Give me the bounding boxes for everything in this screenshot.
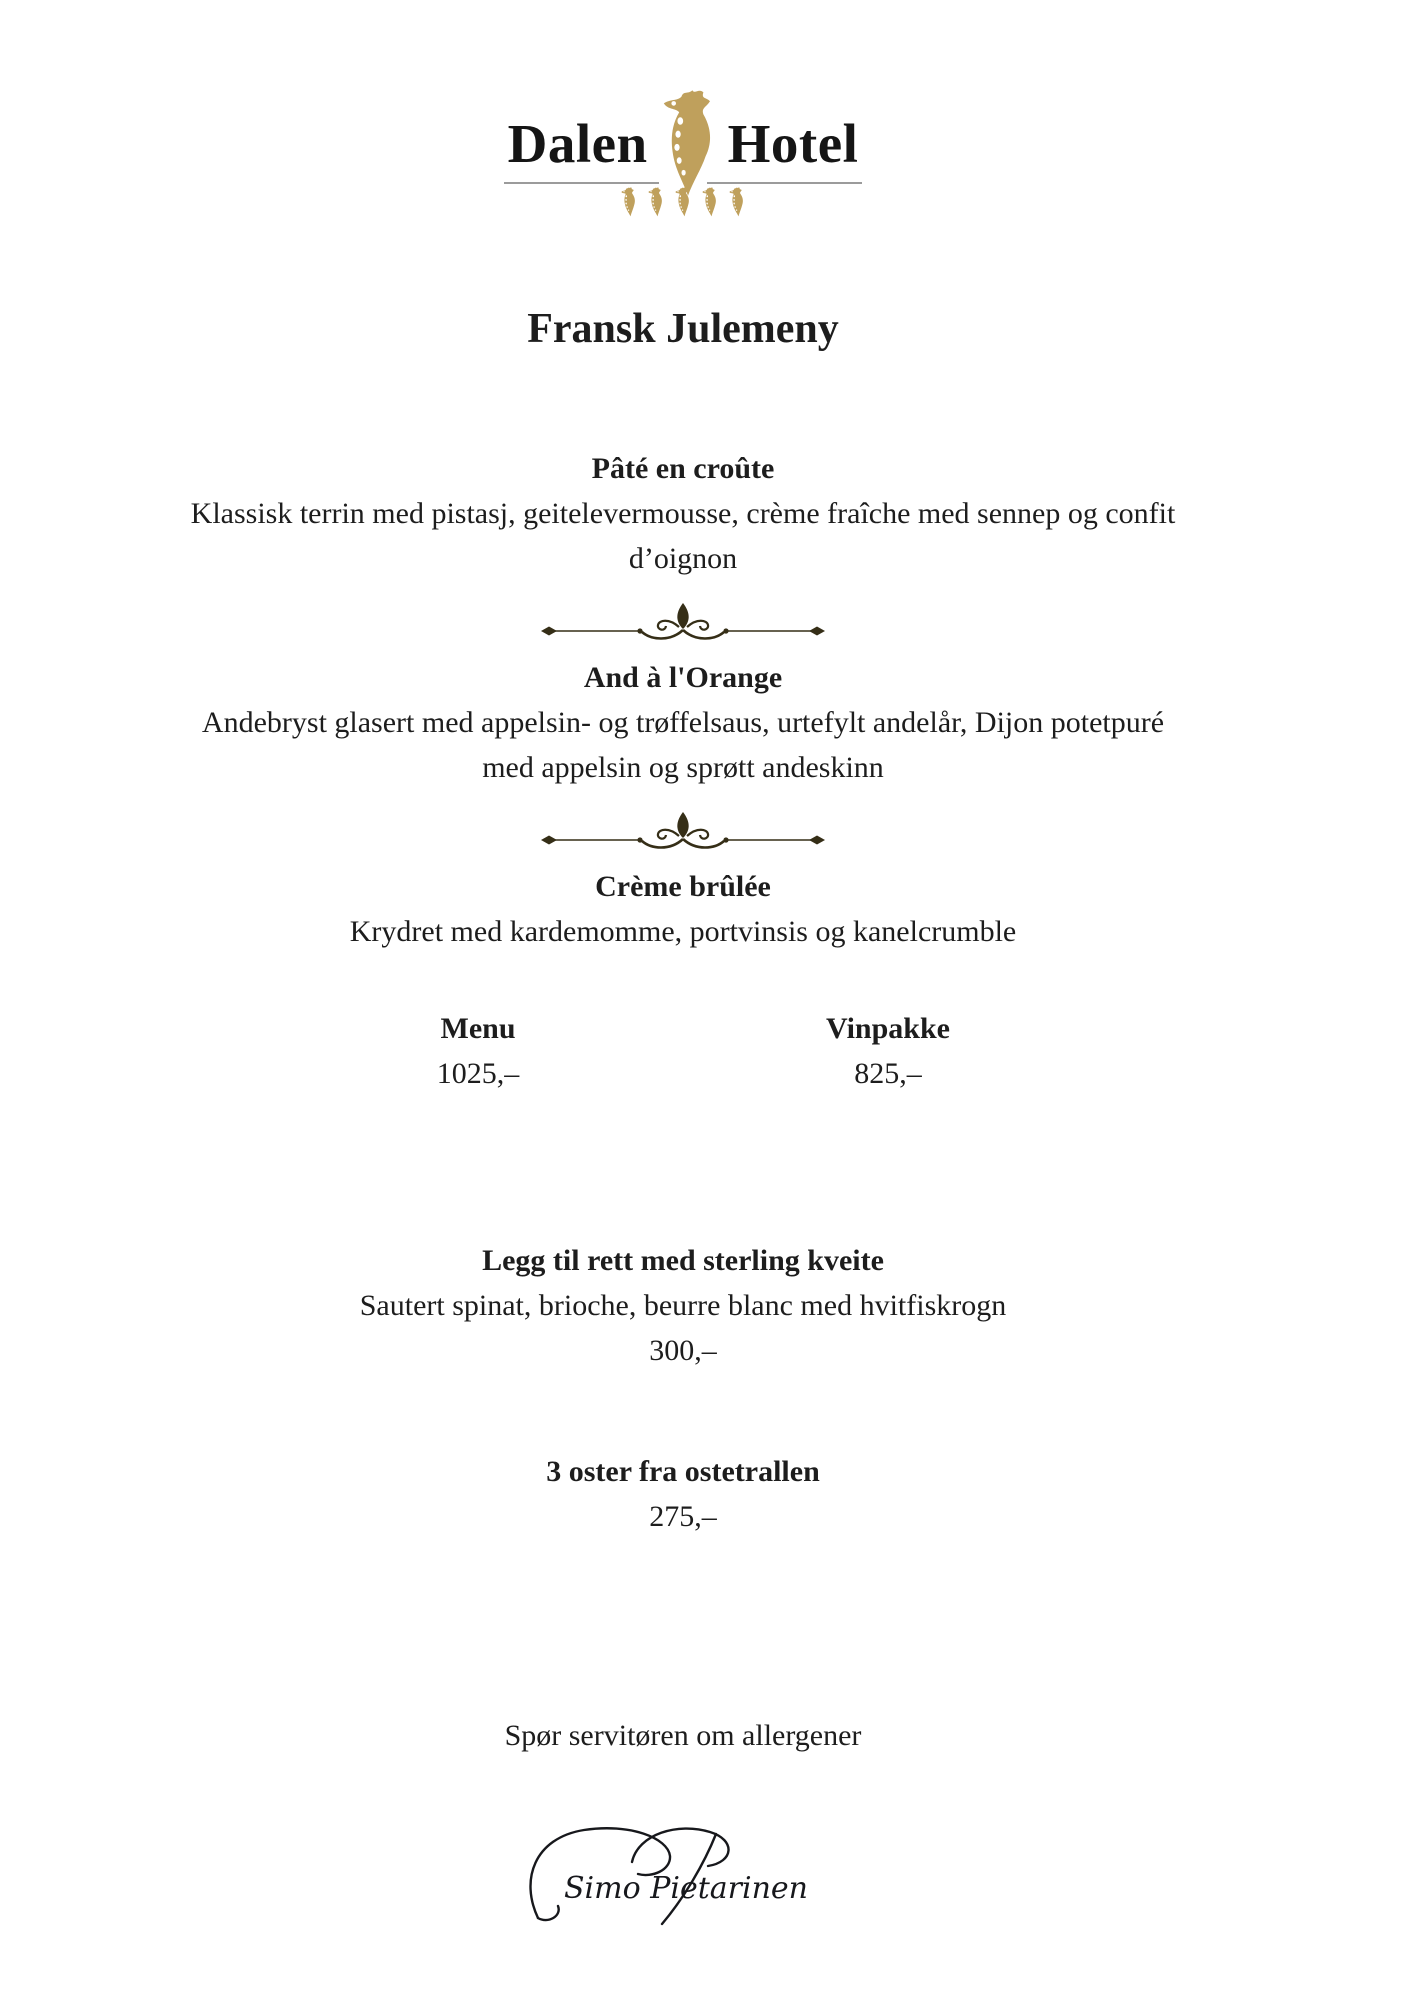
- course-name: Pâté en croûte: [591, 451, 775, 485]
- extra-price: 300,–: [649, 1333, 717, 1367]
- dragon-star-icon: [644, 186, 667, 218]
- extra-section-halibut: [0, 1238, 1366, 1373]
- course-section-dessert: [0, 864, 1366, 954]
- price-label: Menu: [440, 1011, 516, 1045]
- course-section-duck: [0, 655, 1366, 790]
- course-description: Klassisk terrin med pistasj, geitelevermousse, crème fraîche med sennep og confit d’oignon: [190, 496, 1176, 575]
- price-row: [0, 1006, 1366, 1096]
- hotel-logo: [0, 0, 1366, 217]
- signature-icon: [518, 1802, 848, 1926]
- ornamental-divider-icon: [538, 601, 828, 647]
- price-value: 825,–: [854, 1056, 922, 1090]
- signature-name: Simo Pietarinen: [564, 1870, 808, 1906]
- allergen-note: Spør servitøren om allergener: [504, 1718, 862, 1752]
- menu-title: Fransk Julemeny: [527, 306, 839, 352]
- hotel-logo-lockup: [0, 88, 1366, 198]
- price-label: Vinpakke: [826, 1011, 950, 1045]
- price-column-vinpakke: [788, 1006, 988, 1096]
- chef-signature: [0, 1802, 1366, 1926]
- dragon-star-icon: [698, 186, 721, 218]
- course-description: Krydret med kardemomme, portvinsis og kanelcrumble: [349, 914, 1017, 948]
- extra-price: 275,–: [649, 1499, 717, 1533]
- course-description: Andebryst glasert med appelsin- og trøffelsaus, urtefylt andelår, Dijon potetpuré med appelsin og sprøtt andeskinn: [201, 705, 1165, 784]
- extra-name: Legg til rett med sterling kveite: [482, 1243, 884, 1277]
- course-name: Crème brûlée: [595, 869, 771, 903]
- course-name: And à l'Orange: [583, 660, 783, 694]
- five-star-rating: [0, 187, 1366, 217]
- ornamental-divider-icon: [538, 810, 828, 856]
- extra-name: 3 oster fra ostetrallen: [546, 1454, 820, 1488]
- course-section-pate: [0, 446, 1366, 581]
- dragon-star-icon: [671, 186, 694, 218]
- dragon-star-icon: [725, 186, 748, 218]
- extra-description: Sautert spinat, brioche, beurre blanc med hvitfiskrogn: [359, 1288, 1007, 1322]
- price-column-menu: [378, 1006, 578, 1096]
- price-value: 1025,–: [436, 1056, 520, 1090]
- dragon-star-icon: [617, 186, 640, 218]
- extra-section-cheese: [0, 1449, 1366, 1539]
- logo-text-dalen: Dalen: [507, 112, 648, 174]
- logo-text-hotel: Hotel: [727, 112, 859, 174]
